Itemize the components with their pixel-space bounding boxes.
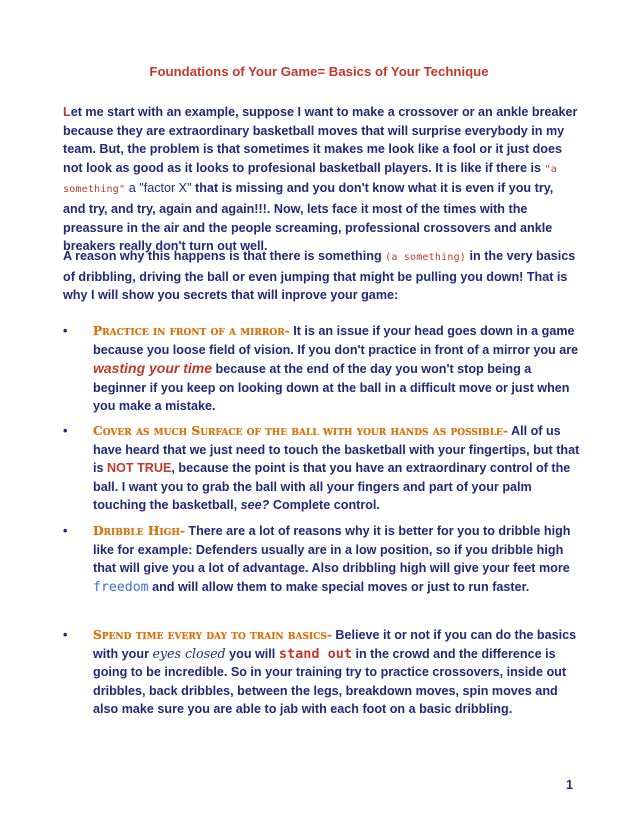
intro-text-c: that is missing and you don't know what it is even if you try, and try, and try, again and again!!!. Now, lets face it most of the times with the preassure in the air and the people screaming, professional crossovers and ankle breakers really don't turn out well. — [63, 181, 554, 254]
tip-heading: Spend time every day to train basics- — [93, 628, 332, 642]
tip-eyes-closed: eyes closed — [152, 645, 226, 661]
reason-paragraph — [63, 247, 579, 305]
tip-text: Believe it or not if you can do the basics with your — [93, 628, 577, 661]
tip-text: because at the end of the day you won't stop being a beginner if you keep on looking down at the ball in a difficult move or just when you make a mistake. — [93, 362, 570, 414]
bullet-icon: • — [63, 628, 68, 642]
tip-emphasis: stand out — [278, 645, 352, 662]
reason-something: (a something) — [385, 252, 467, 263]
tip-text: It is an issue if your head goes down in a game because you loose field of vision. If you don't practice in front of a mirror you are — [93, 324, 579, 357]
intro-something: "a something" — [63, 163, 557, 196]
tip-text: All of us have heard that we just need to touch the basketball with your fingertips, but that is — [93, 424, 580, 476]
bullet-icon: • — [63, 524, 68, 538]
tip-heading: Dribble High- — [93, 524, 185, 538]
tip-text: Complete control. — [269, 498, 380, 513]
intro-paragraph — [63, 103, 579, 256]
list-item-body — [93, 322, 583, 416]
tip-text: and will allow them to make special moves or just to run faster. — [148, 579, 530, 594]
page-number: 1 — [566, 778, 574, 792]
tip-text: you will — [225, 646, 279, 661]
tip-emphasis: NOT TRUE — [107, 461, 172, 476]
intro-factor-x: a "factor X" — [125, 181, 192, 196]
bullet-icon: • — [63, 424, 68, 438]
document-title: Foundations of Your Game= Basics of Your Technique — [149, 64, 489, 79]
reason-text-a: A reason why this happens is that there is something — [63, 249, 386, 263]
tip-text: There are a lot of reasons why it is better for you to dribble high like for example: Defenders usually are in a low position, so if you dribble high that will give you a lot of advantage. Also dribbling high will give your feet more — [93, 524, 571, 576]
list-item-body — [93, 626, 583, 719]
drop-letter: L — [63, 105, 71, 119]
tip-emphasis: wasting your time — [93, 360, 213, 377]
tip-emphasis: freedom — [93, 579, 149, 595]
tip-text: in the crowd and the difference is going to be incredible. So in your training try to practice crossovers, inside out dribbles, back dribbles, between the legs, breakdown moves, spin moves and also make sure you are able to jab with each foot on a basic dribbling. — [93, 646, 567, 717]
tip-text: , because the point is that you have an extraordinary control of the ball. I want you to grab the ball with all your fingers and part of your palm touching the basketball, — [93, 461, 571, 513]
tip-heading: Cover as much Surface of the ball with your hands as possible- — [93, 424, 508, 438]
list-item-body — [93, 422, 583, 515]
list-item-body — [93, 522, 583, 597]
reason-text-b: in the very basics of dribbling, driving the ball or even jumping that might be pulling you down! That is why I will show you secrets that will inprove your game: — [63, 249, 576, 303]
tip-italic: see? — [240, 498, 270, 513]
intro-text-a: et me start with an example, suppose I want to make a crossover or an ankle breaker because they are extraordinary basketball moves that will surprise everybody in my team. But, the problem is that sometimes it makes me look like a fool or it just does not look as good as it looks to profesional basketball players. It is like if there is — [63, 105, 578, 175]
bullet-icon: • — [63, 324, 68, 338]
tip-heading: Practice in front of a mirror- — [93, 324, 290, 338]
